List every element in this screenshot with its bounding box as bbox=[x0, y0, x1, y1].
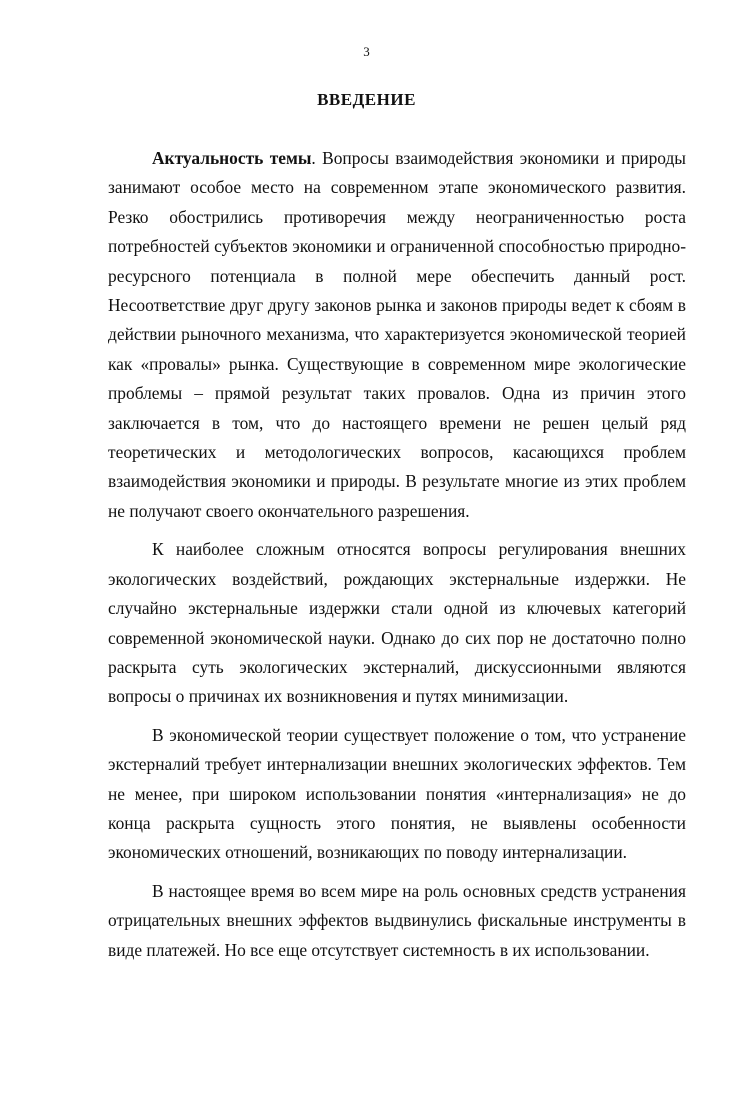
paragraph-relevance bbox=[108, 144, 686, 526]
paragraph-internalization: В экономической теории существует положение о том, что устранение экстерналий требует интернализации внешних экологических эффектов. Тем не менее, при широком использовании понятия «интернализация» не до конца раскрыта сущность этого понятия, не выявлены особенности экономических отношений, возникающих по поводу интернализации. bbox=[108, 724, 686, 863]
page-number: 3 bbox=[363, 44, 370, 59]
paragraph-fiscal-instruments: В настоящее время во всем мире на роль основных средств устранения отрицательных внешних эффектов выдвинулись фискальные инструменты в виде платежей. Но все еще отсутствует системность в их использовании. bbox=[108, 880, 686, 960]
page-title: ВВЕДЕНИЕ bbox=[317, 90, 416, 109]
paragraph-lead: Актуальность темы bbox=[152, 148, 312, 168]
document-body bbox=[108, 144, 686, 974]
paragraph-external-impacts: К наиболее сложным относятся вопросы регулирования внешних экологических воздействий, рождающих экстернальные издержки. Не случайно экстернальные издержки стали одной из ключевых категорий современной экономической науки. Однако до сих пор не достаточно полно раскрыта суть экологических экстерналий, дискуссионными являются вопросы о причинах их возникновения и путях минимизации. bbox=[108, 539, 686, 707]
paragraph-text: . Вопросы взаимодействия экономики и природы занимают особое место на современном этапе экономического развития. Резко обострились противоречия между неограниченностью роста потребностей субъектов экономики и ограниченной способностью природно-ресурсного потенциала в полной мере обеспечить данный рост. Несоответствие друг другу законов рынка и законов природы ведет к сбоям в действии рыночного механизма, что характеризуется экономической теорией как «провалы» рынка. Существующие в современном мире экологические проблемы – прямой результат таких провалов. Одна из причин этого заключается в том, что до настоящего времени не решен целый ряд теоретических и методологических вопросов, касающихся проблем взаимодействия экономики и природы. В результате многие из этих проблем не получают своего окончательного разрешения. bbox=[108, 148, 686, 521]
